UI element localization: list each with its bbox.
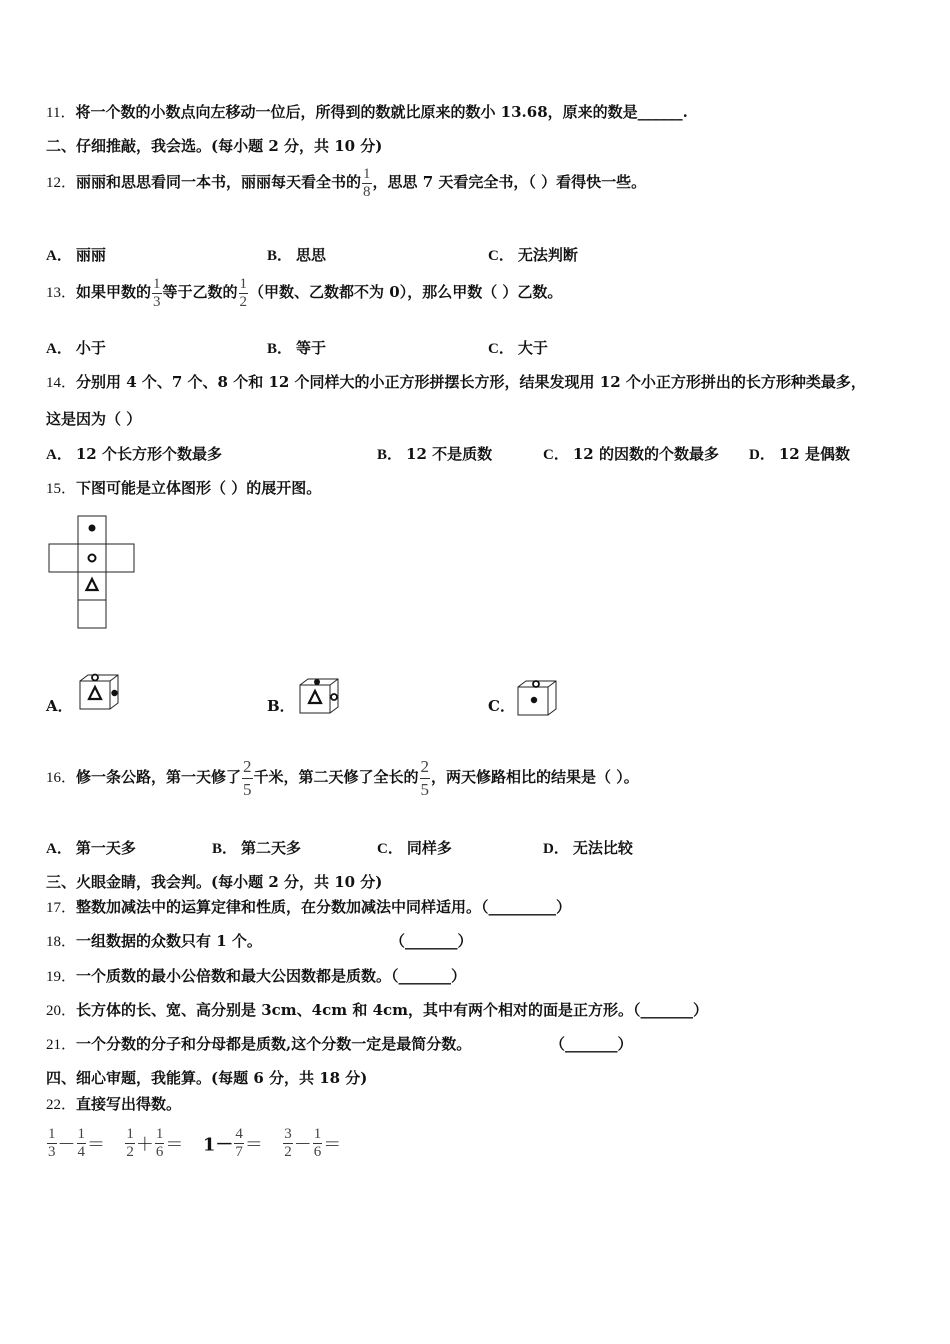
option-label: C． (377, 841, 403, 857)
option-b (267, 338, 326, 359)
denominator: 7 (235, 1144, 243, 1160)
fraction (239, 276, 249, 311)
triangle-icon (87, 579, 98, 590)
fraction (47, 1126, 57, 1161)
net-face (78, 572, 106, 600)
option-a-label: A． (46, 697, 73, 715)
question-14-continued: 这是因为（ ） (46, 410, 142, 428)
fraction (77, 1126, 87, 1161)
option-label: C． (543, 447, 569, 463)
option-text: 丽丽 (75, 246, 106, 264)
option-text: 小于 (75, 339, 106, 357)
option-label: A． (46, 841, 72, 857)
ring-icon (533, 681, 539, 687)
question-number: 16． (46, 770, 77, 786)
question-18 (46, 931, 262, 952)
option-text: 第二天多 (241, 839, 302, 857)
dot-icon (89, 525, 96, 532)
answer-blank: （_______） (550, 1035, 633, 1053)
expression-1 (46, 1126, 105, 1161)
triangle-icon (309, 691, 321, 703)
question-11 (46, 102, 688, 123)
option-a (46, 338, 106, 359)
question-text: 长方体的长、宽、高分别是 3cm、4cm 和 4cm，其中有两个相对的面是正方形。（_______） (76, 1001, 709, 1019)
denominator: 3 (48, 1144, 56, 1160)
fraction (125, 1126, 135, 1161)
denominator: 2 (284, 1144, 292, 1160)
question-19 (46, 966, 466, 987)
option-a (46, 245, 106, 266)
question-14 (46, 372, 866, 393)
numerator: 1 (363, 165, 371, 182)
option-label: B． (212, 841, 238, 857)
question-number: 20． (46, 1003, 77, 1019)
operator: － (57, 1134, 76, 1156)
dot-icon (111, 690, 117, 696)
option-d (543, 838, 633, 859)
section-3-heading: 三、火眼金睛，我会判。(每小题 2 分，共 10 分) (46, 873, 383, 891)
numerator: 4 (235, 1126, 243, 1142)
option-text: 无法比较 (572, 839, 633, 857)
expression-3 (203, 1126, 263, 1161)
question-16 (46, 753, 639, 802)
operator: － (293, 1134, 312, 1156)
equals-sign: ＝ (165, 1134, 184, 1156)
question-number: 12． (46, 175, 77, 191)
option-c-label: C． (488, 697, 515, 715)
question-15 (46, 478, 321, 499)
question-number: 15． (46, 481, 77, 497)
numerator: 1 (153, 275, 161, 292)
numerator: 1 (155, 1126, 164, 1142)
denominator: 4 (77, 1144, 85, 1160)
numerator: 3 (284, 1126, 292, 1142)
question-17 (46, 897, 571, 918)
triangle-icon (89, 687, 101, 699)
option-text: 12 的因数的个数最多 (572, 445, 719, 463)
fraction (420, 756, 431, 801)
option-label: B． (267, 341, 293, 357)
denominator: 2 (126, 1144, 134, 1160)
option-d (749, 444, 850, 465)
answer-blank: （_______） (390, 932, 473, 950)
question-number: 19． (46, 969, 77, 985)
option-b (212, 838, 301, 859)
expression-row (46, 1126, 355, 1161)
question-21 (46, 1034, 471, 1055)
question-text: 如果甲数的 (76, 283, 152, 301)
question-text: 下图可能是立体图形（ ）的展开图。 (76, 479, 322, 497)
net-face (106, 544, 134, 572)
option-label: C． (488, 248, 514, 264)
denominator: 5 (420, 779, 430, 799)
question-text: 整数加减法中的运算定律和性质，在分数加减法中同样适用。（_________） (76, 898, 572, 916)
option-text: 12 个长方形个数最多 (75, 445, 222, 463)
numerator: 2 (242, 756, 253, 779)
question-text: 等于乙数的 (162, 283, 238, 301)
option-text: 12 不是质数 (406, 445, 493, 463)
numerator: 1 (126, 1126, 134, 1142)
section-4-heading: 四、细心审题，我能算。(每题 6 分，共 18 分) (46, 1069, 368, 1087)
denominator: 6 (313, 1144, 322, 1160)
operator: 1－ (202, 1134, 234, 1156)
question-number: 22． (46, 1097, 77, 1113)
cube-c-figure (516, 679, 564, 719)
question-text: 丽丽和思思看同一本书，丽丽每天看全书的 (76, 173, 362, 191)
operator: ＋ (135, 1134, 154, 1156)
numerator: 1 (239, 275, 248, 292)
equals-sign: ＝ (323, 1134, 342, 1156)
fraction (155, 1126, 165, 1161)
question-number: 21． (46, 1037, 77, 1053)
option-c (543, 444, 719, 465)
expression-2 (124, 1126, 183, 1161)
question-22 (46, 1094, 181, 1115)
equals-sign: ＝ (244, 1134, 263, 1156)
option-label: A． (46, 341, 72, 357)
cube-b-figure (298, 677, 346, 717)
expression-4 (282, 1126, 341, 1161)
question-text: 一个分数的分子和分母都是质数,这个分数一定是最简分数。 (76, 1035, 472, 1053)
fraction (283, 1126, 293, 1161)
option-text: 12 是偶数 (778, 445, 850, 463)
net-face (49, 544, 78, 572)
question-text: 一组数据的众数只有 1 个。 (76, 932, 262, 950)
question-12 (46, 162, 646, 203)
question-text: 将一个数的小数点向左移动一位后，所得到的数就比原来的数小 13.68，原来的数是______. (75, 103, 688, 121)
cube-net-figure (48, 515, 138, 633)
question-text: 直接写出得数。 (76, 1095, 182, 1113)
question-20 (46, 1000, 708, 1021)
cube-a-figure (78, 673, 126, 713)
option-a (46, 444, 222, 465)
fraction (234, 1126, 244, 1161)
option-label: C． (488, 341, 514, 357)
option-label: A． (46, 447, 72, 463)
question-text: ，思思 7 天看完全书，（ ）看得快一些。 (372, 173, 647, 191)
question-text: ，两天修路相比的结果是（ ）。 (431, 768, 639, 786)
option-a (46, 838, 136, 859)
option-b (267, 245, 326, 266)
option-label: A． (46, 248, 72, 264)
option-c (488, 338, 548, 359)
numerator: 2 (420, 756, 431, 779)
fraction (242, 756, 253, 801)
option-text: 第一天多 (75, 839, 136, 857)
ring-icon (331, 694, 337, 700)
fraction (152, 276, 162, 311)
numerator: 1 (313, 1126, 322, 1142)
dot-icon (314, 679, 320, 685)
dot-icon (531, 697, 537, 703)
option-text: 等于 (296, 339, 327, 357)
question-text: 千米，第二天修了全长的 (253, 768, 419, 786)
option-label: D． (543, 841, 569, 857)
question-text: 一个质数的最小公倍数和最大公因数都是质数。（_______） (76, 967, 467, 985)
denominator: 5 (243, 779, 252, 799)
question-text: （甲数、乙数都不为 0），那么甲数（ ）乙数。 (249, 283, 563, 301)
numerator: 1 (48, 1126, 56, 1142)
option-b-label: B． (267, 697, 295, 715)
denominator: 2 (239, 293, 248, 310)
question-number: 14． (46, 375, 77, 391)
net-face (78, 544, 106, 572)
option-text: 无法判断 (517, 246, 578, 264)
question-number: 13． (46, 285, 77, 301)
numerator: 1 (77, 1126, 85, 1142)
option-text: 大于 (517, 339, 548, 357)
question-13 (46, 272, 562, 313)
option-label: D． (749, 447, 775, 463)
question-text: 修一条公路，第一天修了 (76, 768, 242, 786)
question-text: 分别用 4 个、7 个、8 个和 12 个同样大的小正方形拼摆长方形，结果发现用 12 个小正方形拼出的长方形种类最多， (76, 373, 866, 391)
denominator: 3 (153, 293, 161, 310)
question-number: 11． (46, 105, 76, 121)
ring-icon (89, 555, 96, 562)
fraction (362, 166, 372, 201)
option-text: 思思 (296, 246, 327, 264)
option-b (377, 444, 492, 465)
denominator: 8 (363, 183, 371, 200)
question-number: 18． (46, 934, 77, 950)
section-2-heading: 二、仔细推敲，我会选。(每小题 2 分，共 10 分) (46, 137, 383, 155)
option-c (377, 838, 452, 859)
option-text: 同样多 (406, 839, 452, 857)
equals-sign: ＝ (87, 1134, 105, 1156)
question-number: 17． (46, 900, 77, 916)
denominator: 6 (155, 1144, 164, 1160)
option-label: B． (377, 447, 403, 463)
option-c (488, 245, 578, 266)
net-face (78, 600, 106, 628)
option-label: B． (267, 248, 293, 264)
fraction (313, 1126, 323, 1161)
